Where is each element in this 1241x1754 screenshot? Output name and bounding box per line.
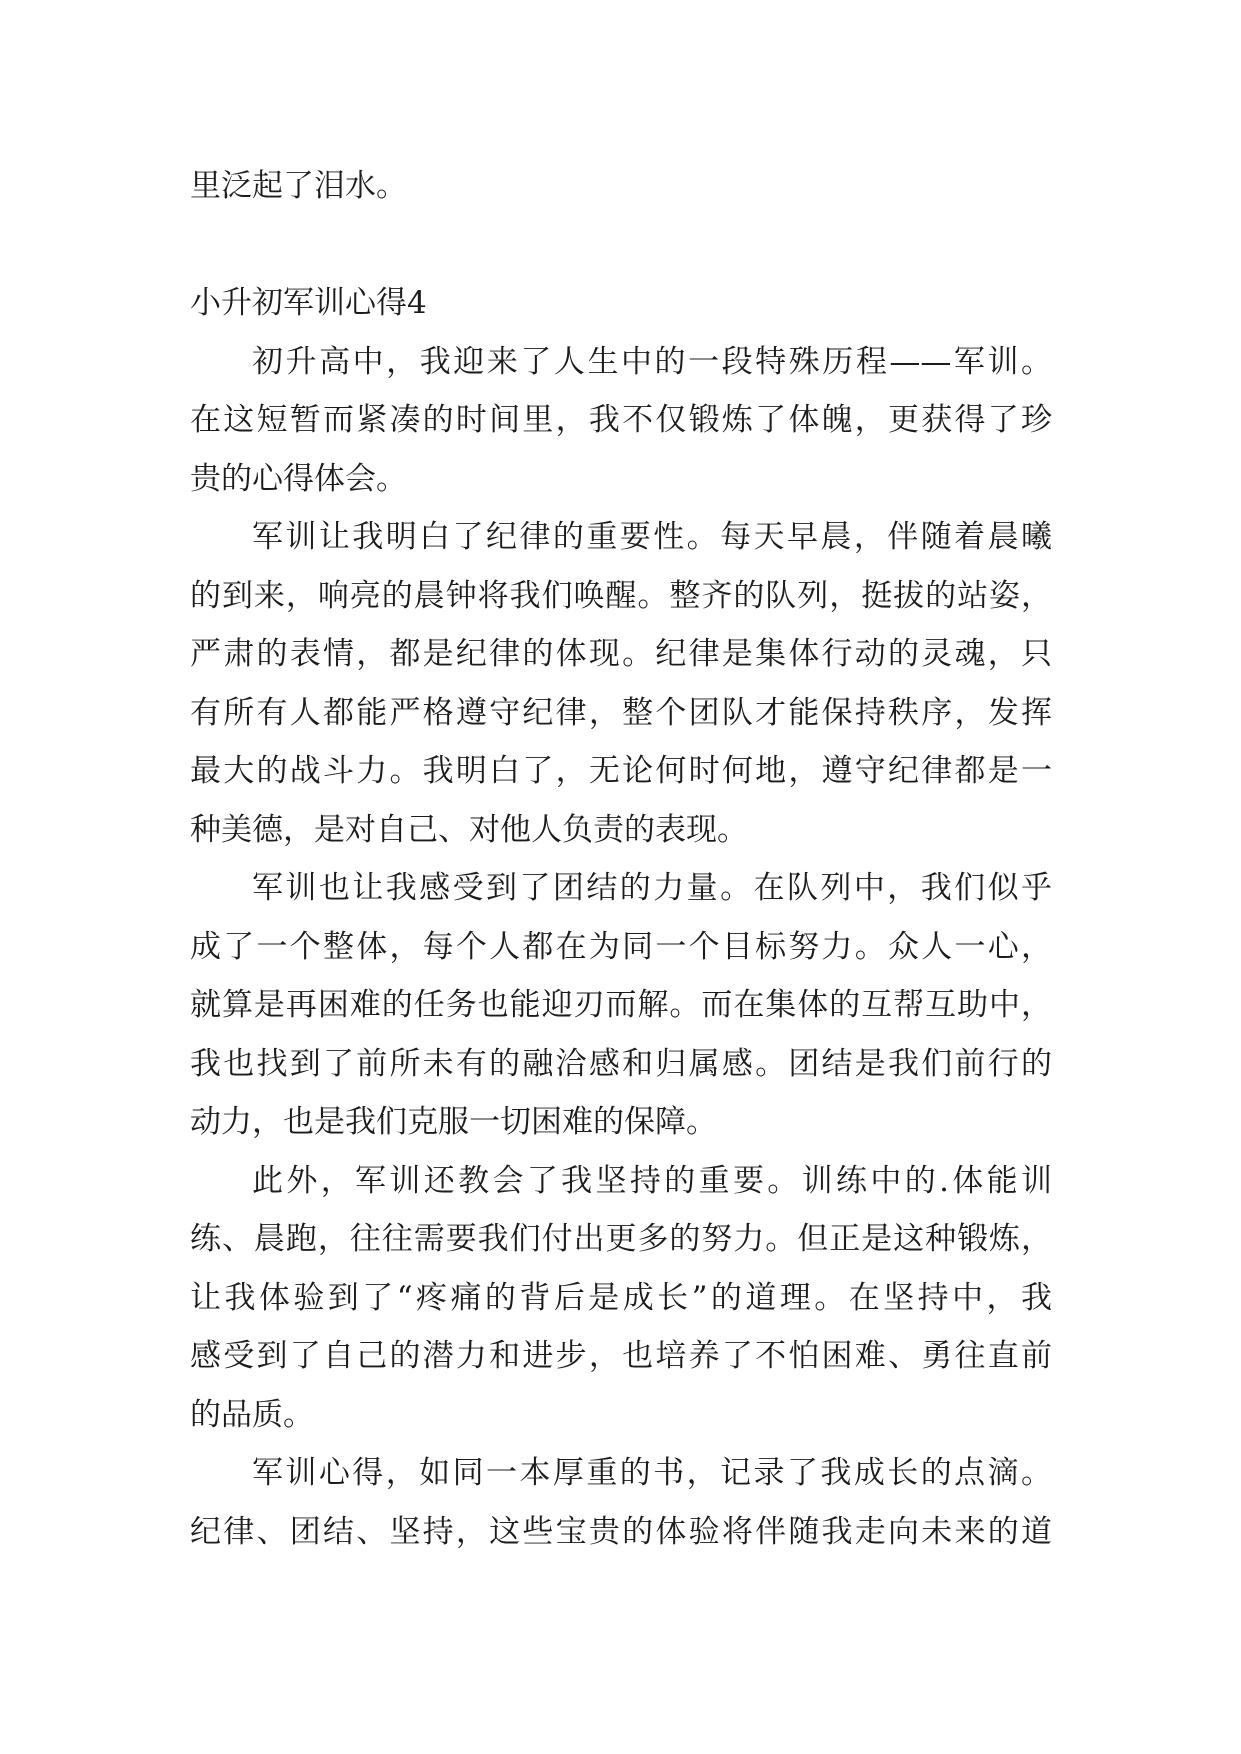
text-line: 军训也让我感受到了团结的力量。在队列中，我们似乎 (252, 870, 1052, 906)
paragraph (190, 859, 1052, 1152)
text-line: 军训心得，如同一本厚重的书，记录了我成长的点滴。 (252, 1455, 1052, 1491)
text-line: 里泛起了泪水。 (190, 168, 407, 204)
text-line: 最大的战斗力。我明白了，无论何时何地，遵守纪律都是一 (190, 753, 1052, 789)
paragraph (190, 1152, 1052, 1445)
text-line: 让我体验到了“疼痛的背后是成长”的道理。在坚持中，我 (190, 1279, 1052, 1316)
text-line: 此外，军训还教会了我坚持的重要。训练中的.体能训 (252, 1162, 1052, 1199)
paragraph (190, 1444, 1052, 1561)
text-line: 的品质。 (190, 1396, 314, 1433)
text-line: 成了一个整体，每个人都在为同一个目标努力。众人一心， (190, 928, 1052, 965)
paragraph (190, 333, 1052, 509)
text-line: 纪律、团结、坚持，这些宝贵的体验将伴随我走向未来的道 (190, 1513, 1052, 1550)
text-line: 军训让我明白了纪律的重要性。每天早晨，伴随着晨曦 (252, 519, 1052, 555)
text-line: 初升高中，我迎来了人生中的一段特殊历程——军训。 (252, 343, 1052, 380)
text-line: 练、晨跑，往往需要我们付出更多的努力。但正是这种锻炼， (190, 1221, 1052, 1257)
paragraph (190, 508, 1052, 859)
text-line: 在这短暂而紧凑的时间里，我不仅锻炼了体魄，更获得了珍 (190, 402, 1052, 438)
text-line: 动力，也是我们克服一切困难的保障。 (190, 1104, 717, 1140)
text-line: 有所有人都能严格遵守纪律，整个团队才能保持秩序，发挥 (190, 694, 1052, 731)
section-heading: 小升初军训心得4 (190, 285, 427, 321)
text-line: 严肃的表情，都是纪律的体现。纪律是集体行动的灵魂，只 (190, 636, 1052, 672)
text-line: 就算是再困难的任务也能迎刃而解。而在集体的互帮互助中， (190, 987, 1052, 1023)
text-line: 的到来，响亮的晨钟将我们唤醒。整齐的队列，挺拔的站姿， (190, 577, 1052, 614)
text-line: 贵的心得体会。 (190, 460, 407, 497)
document-page (190, 157, 1052, 1561)
text-line: 我也找到了前所未有的融洽感和归属感。团结是我们前行的 (190, 1045, 1052, 1082)
text-line: 种美德，是对自己、对他人负责的表现。 (190, 811, 748, 848)
text-line: 感受到了自己的潜力和进步，也培养了不怕困难、勇往直前 (190, 1338, 1052, 1374)
